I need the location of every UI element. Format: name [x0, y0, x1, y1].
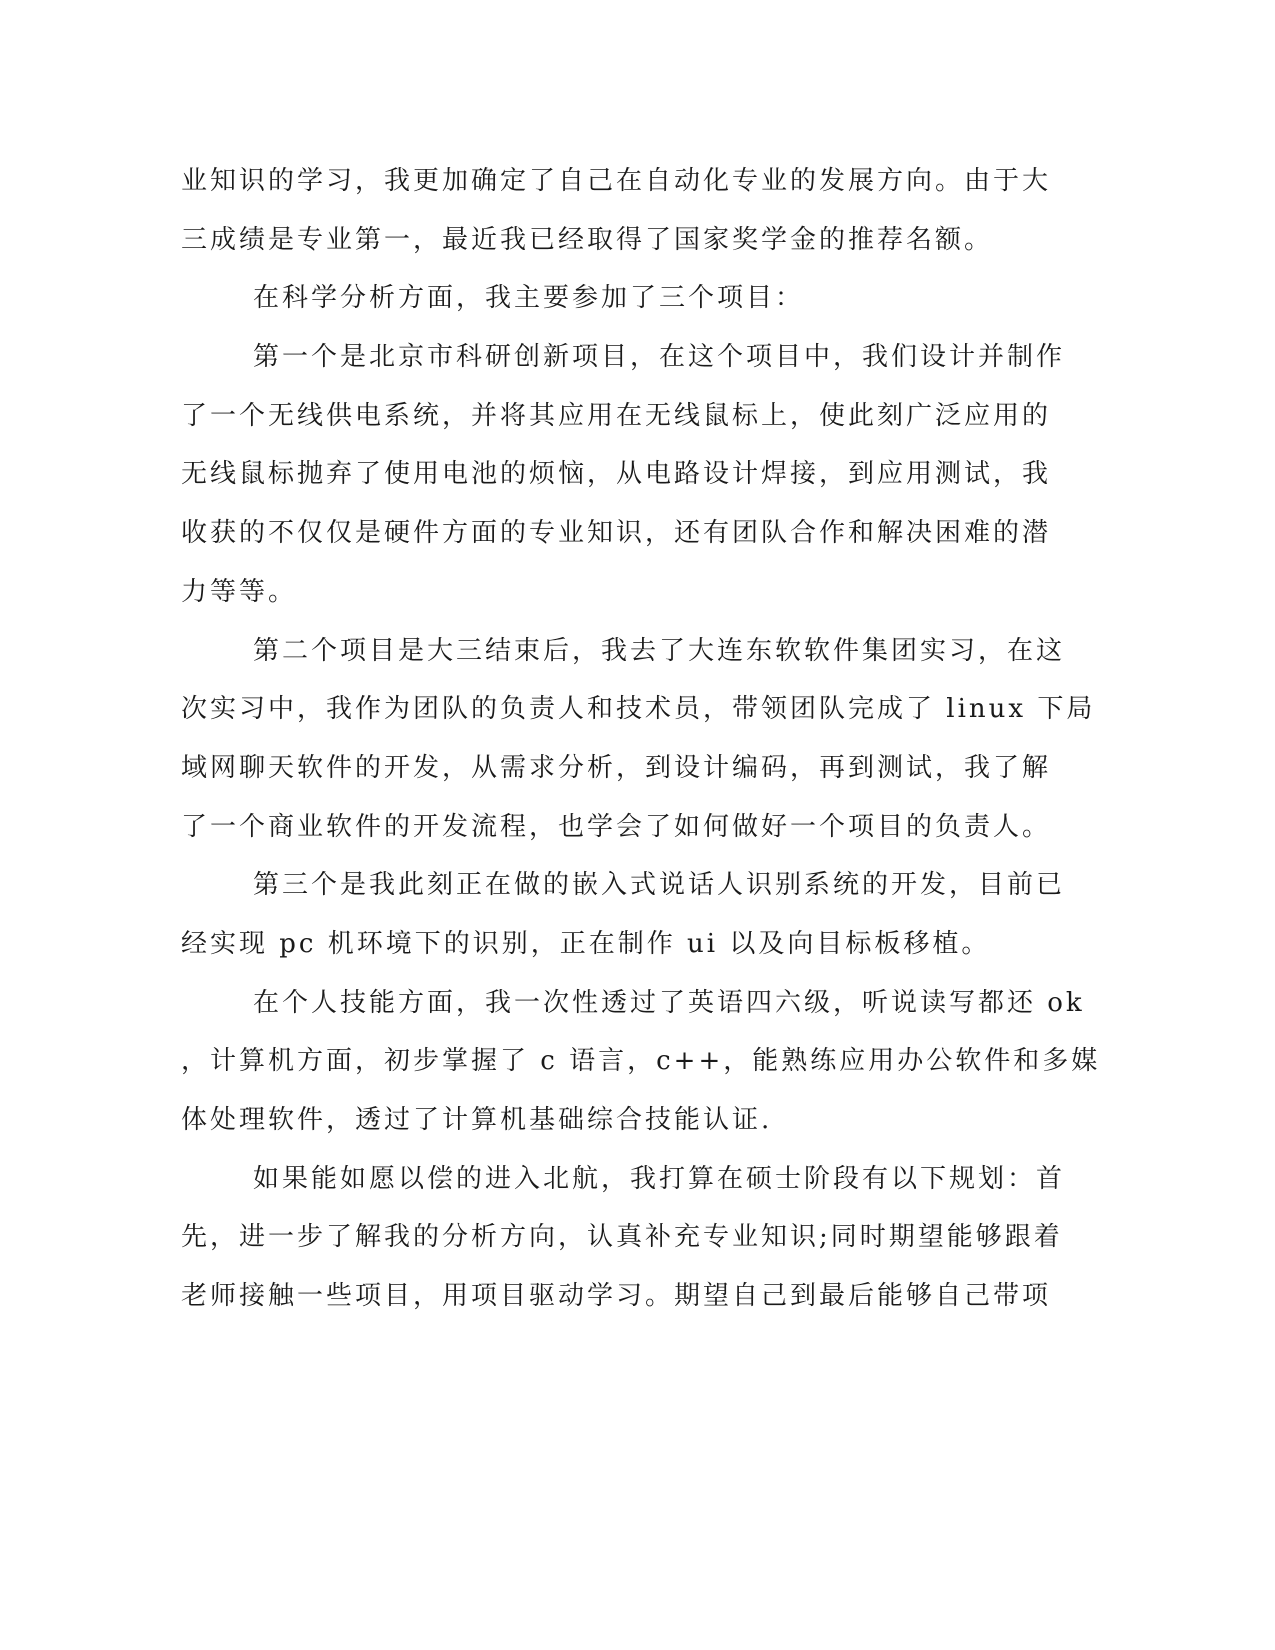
text-line: 力等等。 [181, 576, 298, 607]
text-line: 第二个项目是大三结束后，我去了大连东软软件集团实习，在这 [253, 635, 1066, 666]
text-line: 老师接触一些项目，用项目驱动学习。期望自己到最后能够自己带项 [181, 1281, 1052, 1312]
text-line: 在个人技能方面，我一次性透过了英语四六级，听说读写都还 ok [253, 987, 1085, 1018]
text-line: 收获的不仅仅是硬件方面的专业知识，还有团队合作和解决困难的潜 [181, 518, 1052, 549]
text-line: 第一个是北京市科研创新项目，在这个项目中，我们设计并制作 [253, 342, 1066, 373]
document-body [181, 158, 1101, 1332]
text-line: 先，进一步了解我的分析方向，认真补充专业知识;同时期望能够跟着 [181, 1222, 1063, 1253]
text-line: 了一个无线供电系统，并将其应用在无线鼠标上，使此刻广泛应用的 [181, 400, 1052, 431]
text-line: ，计算机方面，初步掌握了 c 语言，c++，能熟练应用办公软件和多媒 [181, 1046, 1101, 1077]
text-line: 在科学分析方面，我主要参加了三个项目： [253, 283, 805, 314]
text-line: 体处理软件，透过了计算机基础综合技能认证. [181, 1105, 773, 1135]
text-line: 无线鼠标抛弃了使用电池的烦恼，从电路设计焊接，到应用测试，我 [181, 459, 1052, 490]
text-line: 三成绩是专业第一，最近我已经取得了国家奖学金的推荐名额。 [181, 224, 994, 255]
text-line: 次实习中，我作为团队的负责人和技术员，带领团队完成了 linux 下局 [181, 694, 1096, 725]
text-line: 了一个商业软件的开发流程，也学会了如何做好一个项目的负责人。 [181, 811, 1052, 842]
text-line: 经实现 pc 机环境下的识别，正在制作 ui 以及向目标板移植。 [181, 928, 991, 959]
text-line: 业知识的学习，我更加确定了自己在自动化专业的发展方向。由于大 [181, 166, 1052, 196]
text-line: 域网聊天软件的开发，从需求分析，到设计编码，再到测试，我了解 [181, 752, 1052, 783]
text-line: 如果能如愿以偿的进入北航，我打算在硕士阶段有以下规划：首 [253, 1163, 1066, 1194]
text-line: 第三个是我此刻正在做的嵌入式说话人识别系统的开发，目前已 [253, 870, 1066, 901]
